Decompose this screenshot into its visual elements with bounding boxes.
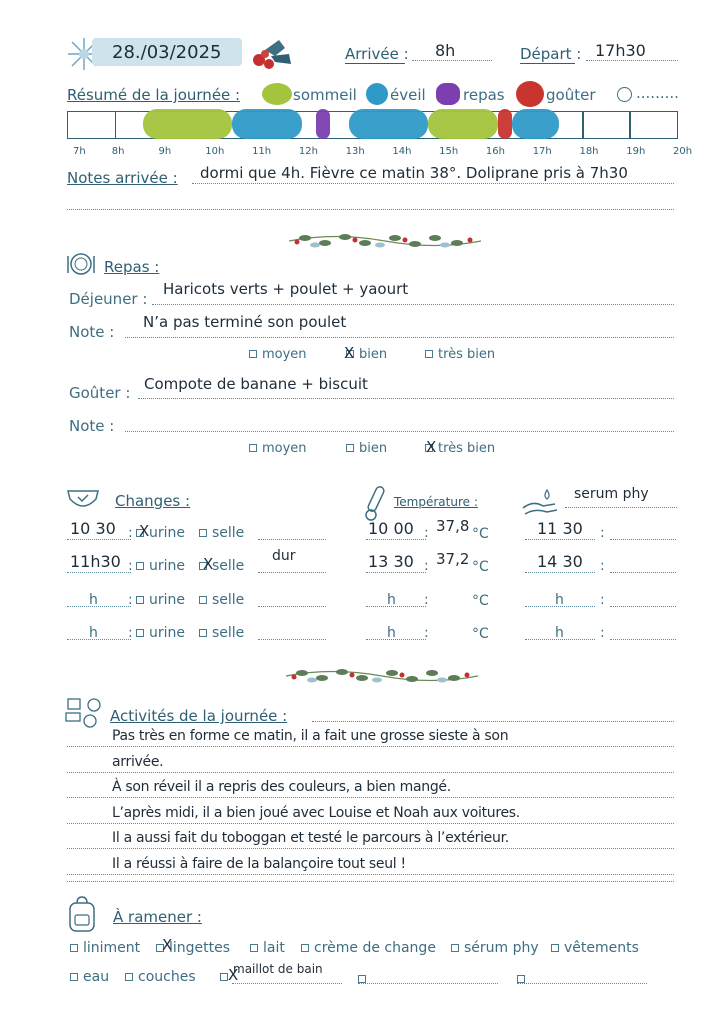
arrivee-underline bbox=[345, 63, 405, 64]
gouter-value[interactable]: Compote de banane + biscuit bbox=[144, 375, 368, 393]
temperature-title-text: Température : bbox=[394, 495, 478, 509]
serum-colon: : bbox=[600, 558, 605, 574]
backpack-icon bbox=[66, 895, 98, 933]
checkbox-icon[interactable] bbox=[517, 975, 525, 983]
activity-line-dots bbox=[67, 881, 674, 882]
activity-line[interactable]: arrivée. bbox=[112, 754, 164, 770]
legend-label-sommeil: sommeil bbox=[293, 86, 357, 104]
garland-divider-icon bbox=[285, 228, 485, 254]
checkbox-icon bbox=[220, 973, 228, 981]
serum-note-dots bbox=[610, 606, 676, 607]
change-selle-option[interactable]: selle bbox=[199, 525, 244, 541]
change-h-label: h bbox=[89, 625, 98, 641]
activity-line[interactable]: Pas très en forme ce matin, il a fait une grosse sieste à son bbox=[112, 728, 509, 744]
change-selle-option[interactable]: selle bbox=[199, 592, 244, 608]
legend-label-eveil: éveil bbox=[390, 86, 426, 104]
ramener-option[interactable]: sérum phy bbox=[451, 940, 539, 956]
depart-dots bbox=[586, 60, 678, 61]
dejeuner-dots bbox=[152, 304, 674, 305]
temp-time-dots bbox=[366, 606, 426, 607]
rating2-tres-bien[interactable]: très bien bbox=[425, 441, 495, 456]
activites-title: Activités de la journée : bbox=[110, 707, 288, 725]
change-note-dots bbox=[258, 606, 326, 607]
rating1-tres-bien[interactable]: très bien bbox=[425, 347, 495, 362]
timeline-hour-label: 15h bbox=[439, 146, 459, 157]
serum-time[interactable]: 11 30 bbox=[537, 519, 583, 538]
note1-value[interactable]: N’a pas terminé son poulet bbox=[143, 313, 347, 331]
ramener-option[interactable]: liniment bbox=[70, 940, 140, 956]
temperature-title bbox=[394, 495, 478, 509]
activity-line-dots bbox=[67, 772, 674, 773]
serum-note-dots bbox=[610, 539, 676, 540]
note2-label: Note : bbox=[69, 417, 115, 435]
change-selle-option[interactable]: selle bbox=[199, 625, 244, 641]
checkbox-icon bbox=[551, 944, 559, 952]
garland-divider-icon bbox=[282, 663, 482, 689]
changes-title: Changes : bbox=[115, 492, 191, 510]
serum-note-dots bbox=[610, 639, 676, 640]
temp-colon: : bbox=[424, 625, 429, 641]
dejeuner-label: Déjeuner : bbox=[69, 290, 148, 308]
activity-line-dots bbox=[67, 848, 674, 849]
ramener-option[interactable]: eau bbox=[70, 969, 109, 985]
timeline-block-goûter bbox=[498, 109, 512, 139]
legend-label-gouter: goûter bbox=[546, 86, 596, 104]
change-urine-mark: X bbox=[139, 522, 150, 540]
temp-colon: : bbox=[424, 525, 429, 541]
change-note-dots bbox=[258, 539, 326, 540]
day-timeline bbox=[67, 111, 678, 139]
change-time-dots bbox=[67, 639, 131, 640]
timeline-separator bbox=[629, 112, 631, 138]
serum-note-dots bbox=[610, 572, 676, 573]
timeline-hour-label: 12h bbox=[298, 146, 318, 157]
gouter-dots bbox=[138, 398, 674, 399]
change-note[interactable]: dur bbox=[272, 548, 296, 564]
legend-label-other: ......... bbox=[636, 84, 679, 102]
arrivee-dots bbox=[412, 60, 492, 61]
temp-time-dots bbox=[366, 572, 426, 573]
timeline-block-sommeil bbox=[143, 109, 232, 139]
depart-underline bbox=[520, 63, 575, 64]
notes-arrivee-dots-1 bbox=[192, 183, 674, 184]
notes-arrivee-value[interactable]: dormi que 4h. Fièvre ce matin 38°. Doliprane pris à 7h30 bbox=[200, 164, 628, 182]
note1-dots bbox=[125, 337, 674, 338]
change-time-dots bbox=[67, 572, 131, 573]
ramener-option[interactable]: maillot de bain bbox=[220, 969, 323, 985]
rating1-bien-mark: X bbox=[344, 344, 355, 362]
gouter-label: Goûter : bbox=[69, 384, 131, 402]
depart-label: Départ : bbox=[520, 45, 582, 63]
timeline-hours bbox=[0, 146, 716, 160]
thermometer-icon bbox=[364, 484, 390, 522]
checkbox-icon bbox=[70, 944, 78, 952]
ramener-title: À ramener : bbox=[113, 908, 202, 926]
timeline-hour-label: 8h bbox=[111, 146, 125, 157]
diaper-icon bbox=[66, 487, 100, 513]
ramener-option[interactable]: vêtements bbox=[551, 940, 639, 956]
legend-label-repas: repas bbox=[463, 86, 505, 104]
activity-line[interactable]: Il a aussi fait du toboggan et testé le parcours à l’extérieur. bbox=[112, 830, 509, 846]
timeline-hour-label: 16h bbox=[485, 146, 505, 157]
timeline-hour-label: 14h bbox=[392, 146, 412, 157]
change-urine-option[interactable]: urine bbox=[136, 592, 185, 608]
timeline-hour-label: 7h bbox=[73, 146, 86, 157]
timeline-hour-label: 9h bbox=[158, 146, 172, 157]
serum-time-dots bbox=[525, 572, 595, 573]
arrivee-label: Arrivée : bbox=[345, 45, 409, 63]
serum-time[interactable]: 14 30 bbox=[537, 552, 583, 571]
temp-colon: : bbox=[424, 558, 429, 574]
holly-icon bbox=[245, 36, 295, 70]
ramener-option[interactable]: couches bbox=[125, 969, 196, 985]
ramener-option[interactable]: lingettes bbox=[156, 940, 230, 956]
ramener-mark: X bbox=[162, 936, 173, 954]
temp-time-dots bbox=[366, 639, 426, 640]
checkbox-icon bbox=[250, 944, 258, 952]
depart-value[interactable]: 17h30 bbox=[595, 41, 646, 60]
change-selle-mark: X bbox=[203, 555, 214, 573]
serum-title-dots bbox=[565, 507, 677, 508]
change-urine-option[interactable]: urine bbox=[136, 558, 185, 574]
ramener-option[interactable]: lait bbox=[250, 940, 285, 956]
temp-time-dots bbox=[366, 539, 426, 540]
change-colon: : bbox=[128, 525, 133, 541]
timeline-hour-label: 20h bbox=[673, 146, 693, 157]
timeline-hour-label: 17h bbox=[532, 146, 552, 157]
temp-h-label: h bbox=[387, 625, 396, 641]
ramener-blank-dots bbox=[358, 983, 498, 984]
timeline-block-sommeil bbox=[428, 109, 498, 139]
temp-colon: : bbox=[424, 592, 429, 608]
temp-h-label: h bbox=[387, 592, 396, 608]
timeline-separator bbox=[115, 112, 117, 138]
legend-swatch-repas bbox=[436, 83, 460, 105]
temp-unit: °C bbox=[472, 526, 489, 542]
serum-time-dots bbox=[525, 539, 595, 540]
plate-icon bbox=[66, 251, 96, 277]
legend-swatch-eveil bbox=[366, 83, 388, 105]
activity-line-dots bbox=[67, 746, 674, 747]
note2-dots bbox=[125, 431, 674, 432]
rating1-moyen[interactable]: moyen bbox=[249, 347, 307, 362]
resume-label: Résumé de la journée : bbox=[67, 86, 241, 104]
arrivee-value[interactable]: 8h bbox=[435, 41, 456, 60]
change-urine-option[interactable]: urine bbox=[136, 525, 185, 541]
change-urine-option[interactable]: urine bbox=[136, 625, 185, 641]
date-value: 28./03/2025 bbox=[112, 42, 222, 63]
change-colon: : bbox=[128, 592, 133, 608]
timeline-hour-label: 13h bbox=[345, 146, 365, 157]
checkbox-icon bbox=[125, 973, 133, 981]
ramener-mark: X bbox=[228, 966, 239, 984]
checkbox-icon[interactable] bbox=[358, 975, 366, 983]
serum-colon: : bbox=[600, 525, 605, 541]
temp-unit: °C bbox=[472, 559, 489, 575]
rating1-bien[interactable]: bien bbox=[346, 347, 387, 362]
legend-swatch-other bbox=[617, 87, 632, 102]
change-note-dots bbox=[258, 572, 326, 573]
checkbox-icon bbox=[451, 944, 459, 952]
change-time-dots bbox=[67, 606, 131, 607]
serum-h-label: h bbox=[555, 625, 564, 641]
timeline-block-repas bbox=[316, 109, 330, 139]
timeline-hour-label: 11h bbox=[252, 146, 272, 157]
ramener-blank-dots bbox=[517, 983, 647, 984]
timeline-block-éveil bbox=[349, 109, 429, 139]
activity-line[interactable]: À son réveil il a repris des couleurs, a bien mangé. bbox=[112, 779, 451, 795]
timeline-hour-label: 18h bbox=[579, 146, 599, 157]
temp-time[interactable]: 10 00 bbox=[368, 519, 414, 538]
ramener-option[interactable]: crème de change bbox=[301, 940, 436, 956]
change-selle-option[interactable]: selle bbox=[199, 558, 244, 574]
activity-line-dots bbox=[67, 797, 674, 798]
rating2-bien[interactable]: bien bbox=[346, 441, 387, 456]
change-time[interactable]: 11h30 bbox=[70, 552, 121, 571]
temp-value[interactable]: 37,8 bbox=[436, 517, 470, 535]
serum-h-label: h bbox=[555, 592, 564, 608]
rating2-tres-bien-mark: X bbox=[426, 438, 437, 456]
hand-drop-icon bbox=[521, 486, 559, 516]
dejeuner-value[interactable]: Haricots verts + poulet + yaourt bbox=[163, 280, 409, 298]
timeline-hour-label: 19h bbox=[626, 146, 646, 157]
toys-icon bbox=[64, 697, 104, 729]
checkbox-icon bbox=[301, 944, 309, 952]
change-colon: : bbox=[128, 625, 133, 641]
rating2-moyen[interactable]: moyen bbox=[249, 441, 307, 456]
change-time[interactable]: 10 30 bbox=[70, 519, 116, 538]
timeline-block-éveil bbox=[512, 109, 559, 139]
change-time-dots bbox=[67, 539, 131, 540]
temp-time[interactable]: 13 30 bbox=[368, 552, 414, 571]
legend-swatch-gouter bbox=[516, 81, 544, 107]
activity-line[interactable]: Il a réussi à faire de la balançoire tout seul ! bbox=[112, 856, 406, 872]
note1-label: Note : bbox=[69, 323, 115, 341]
activites-title-dots bbox=[312, 721, 674, 722]
timeline-block-éveil bbox=[232, 109, 302, 139]
repas-title: Repas : bbox=[104, 258, 160, 276]
change-h-label: h bbox=[89, 592, 98, 608]
notes-arrivee-dots-2 bbox=[67, 209, 674, 210]
notes-arrivee-label: Notes arrivée : bbox=[67, 169, 178, 187]
temp-value[interactable]: 37,2 bbox=[436, 550, 470, 568]
timeline-separator bbox=[582, 112, 584, 138]
temp-unit: °C bbox=[472, 593, 489, 609]
serum-colon: : bbox=[600, 625, 605, 641]
change-colon: : bbox=[128, 558, 133, 574]
activity-line-dots bbox=[67, 823, 674, 824]
legend-swatch-sommeil bbox=[262, 83, 292, 105]
change-note-dots bbox=[258, 639, 326, 640]
checkbox-icon bbox=[70, 973, 78, 981]
serum-colon: : bbox=[600, 592, 605, 608]
temp-unit: °C bbox=[472, 626, 489, 642]
serum-title: serum phy bbox=[574, 486, 649, 502]
ramener-blank-dots bbox=[232, 983, 342, 984]
activity-line[interactable]: L’après midi, il a bien joué avec Louise et Noah aux voitures. bbox=[112, 805, 520, 821]
timeline-hour-label: 10h bbox=[205, 146, 225, 157]
activity-line-dots bbox=[67, 874, 674, 875]
